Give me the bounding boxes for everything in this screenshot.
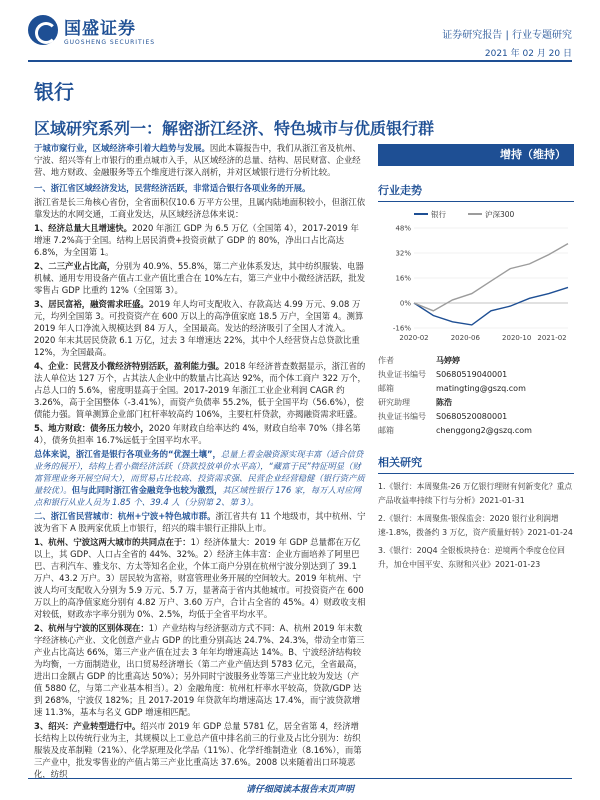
intro-body: 因此本篇报告中，我们从浙江省及杭州、宁波、绍兴等有上市银行的重点城市入手，从区域经济的总量、结构、居民财富、企业经营、地方财政、金融服务等五个维度进行深入剖析，并对区域银行进行分析比较。 <box>34 143 361 177</box>
related-item-2[interactable]: 2.《银行：本周聚焦-银保监会：2020 银行业利润增速-1.8%，拨备约 3 万亿，资产质量好转》2021-01-24 <box>378 514 573 537</box>
analyst2-mail-row <box>378 424 574 438</box>
summary-head: 总体来说，浙江省是银行各项业务的“优渥土壤”， <box>34 449 221 459</box>
s1-point3-head: 3、居民富裕，融资需求旺盛。 <box>34 299 149 309</box>
s1-point2 <box>34 260 366 296</box>
analyst2-name: 陈浩 <box>436 398 452 407</box>
s1-point2-head: 2、二三产业占比高， <box>34 261 116 271</box>
logo-cn: 国盛证券 <box>64 19 136 39</box>
main-text-column <box>34 142 366 782</box>
report-title: 区域研究系列一：解密浙江经济、特色城市与优质银行群 <box>34 119 435 138</box>
s1-point4-head: 4、企业：民营及小微经济特别活跃，盈利能力强。 <box>34 361 225 371</box>
y-tick-label: 0% <box>399 299 411 308</box>
report-type: 证券研究报告 | 行业专题研究 <box>442 30 572 41</box>
company-logo <box>28 14 155 46</box>
s2-point2-text: 1）产业结构与经济驱动方式不同：A、杭州 2019 年末数字经济核心产业、文化创意产业占 GDP 的比重分别高达 24.7%、24.3%，带动全市第三产业占比高达 66%，第三产业产值在过去 3 年年均增速高达 14%。B、宁波经济结构较为均衡，一方面制造业，出口贸易经济增长（第二产业产值达到 5783 亿元，全省最高，进出口金额占 GDP 的比重高达 50%）；另外同时宁波服务业等第三产业比较为发达（产值 5880 亿，与第二产业基本相当）。2）金融角度：杭州杠杆率水平较高，贷款/GDP 达到 268%，宁波仅 182%；且 2017-2019 年贷款年均增速高达 17.4%，而宁波贷款增速 11.3%，基本与名义 GDP 增速相匹配。 <box>34 623 365 717</box>
related-item-3[interactable]: 3.《银行：20Q4 全银板块持仓：逆境两个季度仓位回升，加仓中国平安、东财和兴业》2021-01-23 <box>378 546 565 569</box>
related-list <box>378 480 574 572</box>
report-date: 2021 年 02 月 20 日 <box>484 49 572 59</box>
analyst2-id: S0680520080001 <box>436 412 508 421</box>
y-tick-label: -16% <box>392 324 411 333</box>
summary-paragraph <box>34 448 366 508</box>
s1-point1 <box>34 222 366 258</box>
section1-body: 浙江省是长三角核心省份，全省面积仅10.6 万平方公里，且属内陆地面积较小，但浙江依靠发达的水网交通，工商业发达，从区域经济总体来说： <box>34 197 366 219</box>
summary-bold: 但与此同时浙江省金融竞争也较为激烈， <box>71 485 223 495</box>
s1-point1-text: 2020 年浙江 GDP 为 6.5 万亿（全国第 4），2017-2019 年增速 7.2%高于全国。结构上居民消费+投资贡献了 GDP 的 80%，净出口占比高达 6.8%，为全国第 1。 <box>34 223 359 257</box>
intro-paragraph <box>34 142 366 178</box>
y-tick-label: 32% <box>395 249 411 258</box>
s2-point1 <box>34 536 366 620</box>
trend-heading: 行业走势 <box>378 182 574 202</box>
analyst2-mail-label: 邮箱 <box>378 426 394 435</box>
analyst2-row <box>378 396 574 410</box>
s1-point1-head: 1、经济总量大且增速快。 <box>34 223 132 233</box>
x-tick-label: 2020-06 <box>450 334 480 342</box>
analyst1-name: 马婷婷 <box>436 356 460 365</box>
x-tick-label: 2020-02 <box>399 334 429 342</box>
header-divider <box>28 60 572 62</box>
rating-badge: 增持（维持） <box>378 144 574 166</box>
trend-chart <box>378 206 574 348</box>
s2-point1-text: 1）经济体量大：2019 年 GDP 总量都在万亿以上，其 GDP、人口占全省的 44%、32%。2）经济主体丰富：企业方面培养了阿里巴巴、吉利汽车、雅戈尔、方太等知名企业，个体工商户分别在杭州宁波分别达到了 39.1 万户、43.2 万户。3）居民较为富裕，财富管理业务开展的空间较大。2019 年杭州、宁波人均可支配收入分别为 5.9 万元、5.7 万，显著高于省内其他城市。可投资资产在 600 万以上的高净值家庭分别有 4.82 万户、3.60 万户，合计占全省的 45%。4）财政收支相对较低，财政赤字率分别为 0%、2.5%，均低于全省平均水平。 <box>34 537 366 619</box>
intro-lead: 于城市窥行业，区域经济牵引着大趋势与发展。 <box>34 143 210 153</box>
sidebar <box>378 142 574 576</box>
related-item-1[interactable]: 1.《银行：本周聚焦-26 万亿银行理财有何新变化？重点产品收益率持续下行与分析》2021-01-31 <box>378 482 573 505</box>
analyst1-id-label: 执业证书编号 <box>378 370 426 379</box>
analyst1-mail[interactable]: matingting@gszq.com <box>436 384 526 393</box>
y-tick-label: 16% <box>395 274 411 283</box>
x-tick-label: 2020-10 <box>502 334 532 342</box>
logo-icon <box>28 15 58 45</box>
s2-point3-text: 绍兴市 2019 年 GDP 总量 5781 亿，居全省第 4，经济增长结构上以传统行业为主，其规模以上工业总产值中排名前三的行业及占比分别为：纺织服装及皮革制鞋（21%）、化学原理及化学品（11%）、化学纤维制造业（8.16%），而第三产业中，批发零售业的产值占第三产业比重高达 37.6%。2008 以来随着出口环境恶化，纺织 <box>34 721 362 779</box>
x-tick-label: 2021-02 <box>537 334 567 342</box>
s1-point3 <box>34 298 366 358</box>
analyst1-row <box>378 354 574 368</box>
y-tick-label: 48% <box>395 224 411 233</box>
legend-label-csi300: 沪深300 <box>485 210 515 219</box>
trend-chart-svg <box>378 206 574 346</box>
analyst1-id-row <box>378 368 574 382</box>
sector-title: 银行 <box>34 80 74 104</box>
section2-head: 二、浙江省民营城市：杭州+宁波+特色城市群。 <box>34 511 216 521</box>
section1-head: 一、浙江省区域经济发达，民营经济活跃，非常适合银行各项业务的开展。 <box>34 183 311 193</box>
s1-point5-head: 5、地方财政：债务压力较小， <box>34 423 149 433</box>
s1-point4 <box>34 360 366 420</box>
s1-point4-text: 2018 年经济普查数据显示，浙江省的法人单位达 127 万个，占其法人企业中的数量占比高达 92%，而个体工商户 322 万个，占总人口的 5.6%，密度明显高于全国。2017-2019 年浙江工业企业利润 CAGR 约 3.26%，高于全国整体（-3.41%），而资产负债率 55.2%，低于全国平均（56.6%），偿债能力强。简单测算企业部门杠杆率较高约 106%，主要杠杆贷款，亦揭融资需求旺盛。 <box>34 361 366 419</box>
summary-body: 总量上看金融资源实现丰富（适合信贷业务的展开），结构上看小微经济活跃（贷款投放单价水平高），“藏富于民”特征明显（财富管理业务开展空间大），而贸易占比较高、投资需求强、民营企业经营稳健（银行资产质量较优）。 <box>34 449 365 495</box>
analyst2-id-label: 执业证书编号 <box>378 412 426 421</box>
series-line-bank <box>414 287 568 325</box>
related-heading: 相关研究 <box>378 454 574 474</box>
footer-disclaimer: 请仔细阅读本报告末页声明 <box>28 778 572 795</box>
analyst-block <box>378 354 574 438</box>
analyst1-mail-row <box>378 382 574 396</box>
legend-label-bank: 银行 <box>431 210 446 219</box>
s1-point5-text: 2020 年财政自给率达约 4%，财政自给率 70%（排名第 4），债务负担率 16.7%远低于全国平均水平。 <box>34 423 361 445</box>
s2-point2 <box>34 622 366 718</box>
s1-point3-text: 2019 年人均可支配收入、存款高达 4.99 万元、9.08 万元，均列全国第 3。可投资资产在 600 万以上的高净值家庭 18.5 万户，全国第 4。测算 2019 年人口净流入规模达到 84 万人，全国最高。发达的经济吸引了全国人才流入。2020 年末其居民贷款 6.1 万亿，过去 3 年增速达 22%，其中个人经营贷占总贷款比重 12%，为全国最高。 <box>34 299 364 357</box>
series-line-csi300 <box>414 244 568 311</box>
s2-point1-head: 1、杭州、宁波这两大城市的共同点在于： <box>34 537 191 547</box>
s2-point3 <box>34 720 366 780</box>
analyst2-mail[interactable]: chenggong2@gszq.com <box>436 426 532 435</box>
s1-point2-text: 分别为 40.9%、55.8%，第二产业体系发达，其中纺织服装、电器机械、通用专用设备产值占工业产值比重合在 10%左右，第三产业中小微经济活跃，批发零售占 GDP 比重约 12%（全国第 3）。 <box>34 261 366 295</box>
section2-body: 浙江省共有 11 个地级市，其中杭州、宁波为省下 A 股两家优质上市银行，绍兴的瑞丰银行正排队上市。 <box>34 511 366 533</box>
analyst2-id-row <box>378 410 574 424</box>
analyst1-mail-label: 邮箱 <box>378 384 394 393</box>
analyst1-role: 作者 <box>378 356 394 365</box>
s1-point5 <box>34 422 366 446</box>
analyst2-role: 研究助理 <box>378 398 410 407</box>
summary-tail: 其区域性银行 176 家，每万人对应网点和银行从业人员为 1.85 个、39.4 人（分别第 2、第 3）。 <box>34 485 361 507</box>
logo-en: GUOSHENG SECURITIES <box>64 39 156 46</box>
section2-paragraph <box>34 510 366 534</box>
analyst1-id: S0680519040001 <box>436 370 508 379</box>
s2-point3-head: 3、绍兴：产业转型进行中。 <box>34 721 141 731</box>
s2-point2-head: 2、杭州与宁波的区别体现在： <box>34 623 149 633</box>
